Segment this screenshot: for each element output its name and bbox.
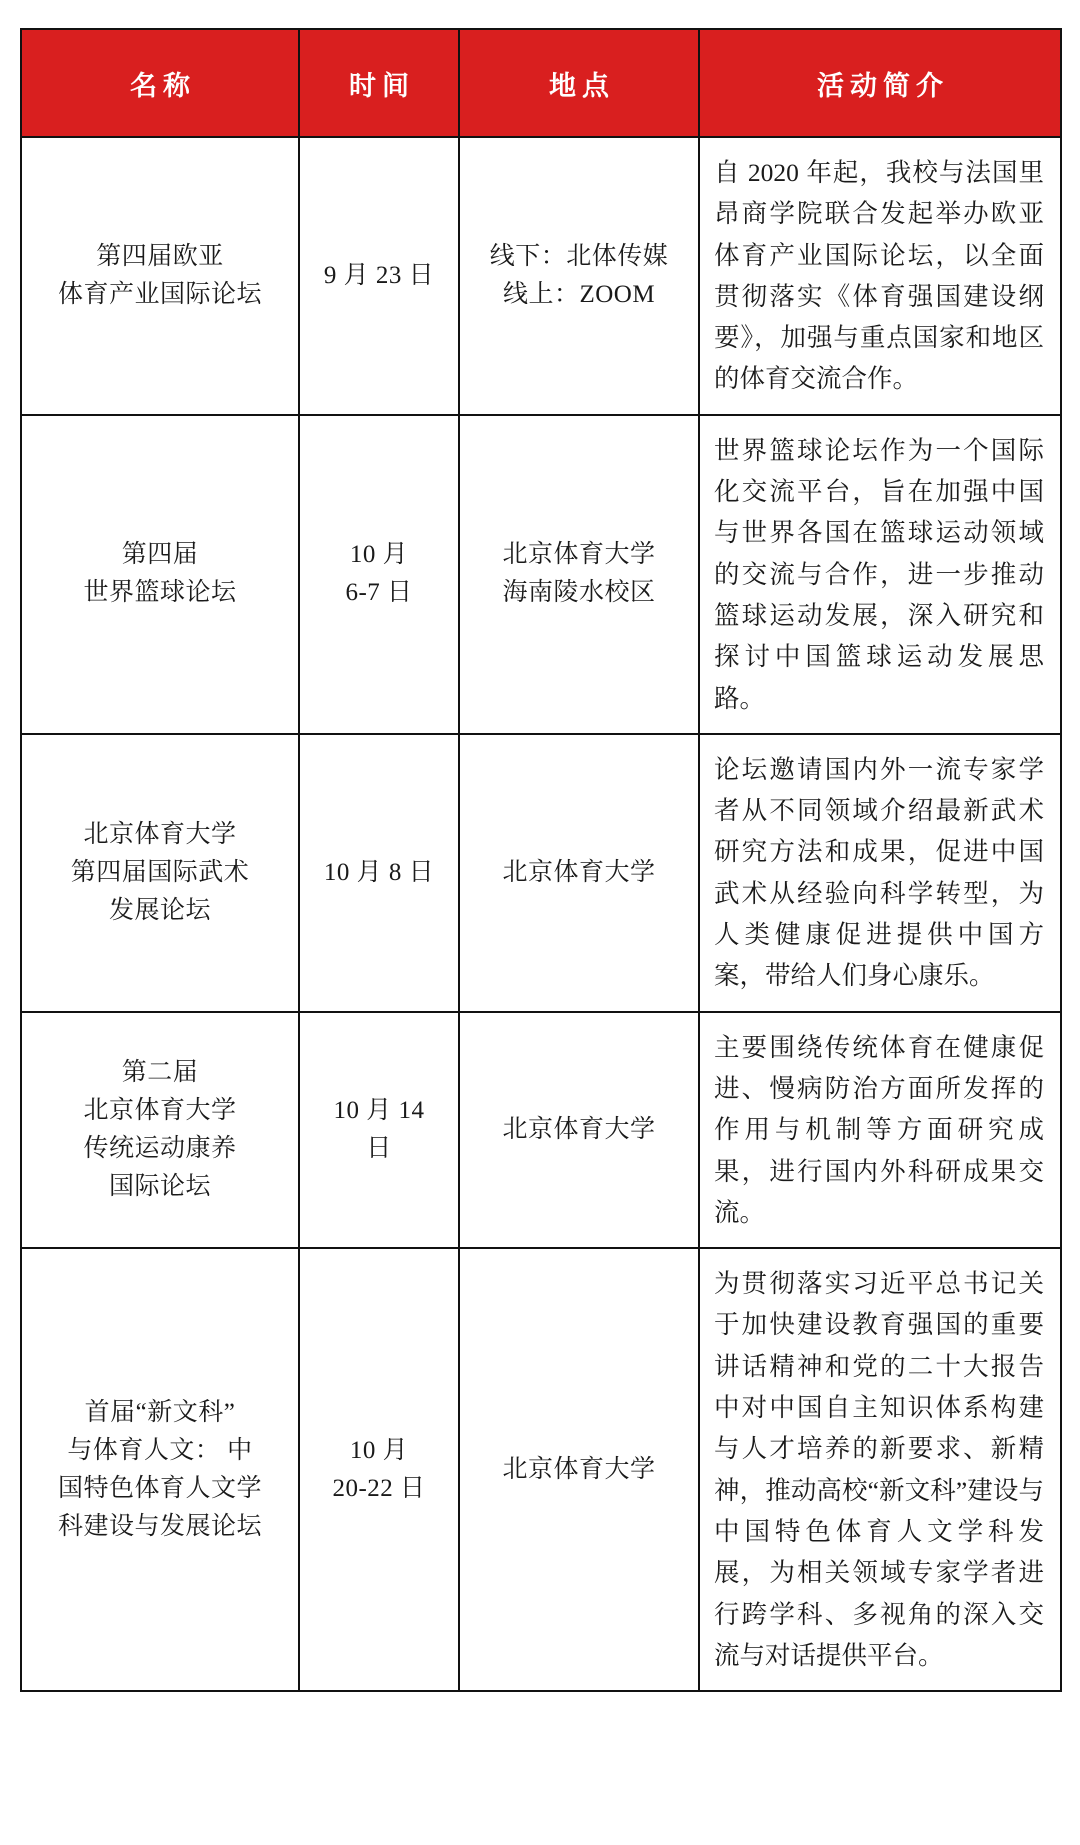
cell-event-name [21,1248,299,1691]
cell-line: 首届“新文科” [84,1398,236,1426]
cell-line: 国特色体育人文学 [57,1474,262,1502]
table-row [21,1248,1061,1691]
cell-event-time [299,734,459,1012]
cell-event-time [299,137,459,415]
cell-event-time [299,1248,459,1691]
cell-event-place [459,1012,699,1248]
table-row [21,137,1061,415]
cell-event-time [299,415,459,734]
cell-line: 线上：ZOOM [502,280,656,308]
cell-event-description: 为贯彻落实习近平总书记关于加快建设教育强国的重要讲话精神和党的二十大报告中对中国自主知识体系构建与人才培养的新要求、新精神，推动高校“新文科”建设与中国特色体育人文学科发展，为相关领域专家学者进行跨学科、多视角的深入交流与对话提供平台。 [699,1248,1061,1691]
cell-line: 科建设与发展论坛 [57,1512,262,1540]
cell-line: 北京体育大学 [502,1455,656,1483]
cell-line: 与体育人文： 中 [67,1436,253,1464]
cell-line: 北京体育大学 [83,1096,237,1124]
table-body [21,137,1061,1691]
cell-event-name [21,734,299,1012]
cell-line: 传统运动康养 [83,1134,237,1162]
table-row [21,734,1061,1012]
table-row [21,415,1061,734]
cell-line: 9 月 23 日 [323,261,435,289]
cell-line: 10 月 8 日 [323,858,435,886]
table-row [21,1012,1061,1248]
cell-line: 6-7 日 [345,579,413,607]
cell-line: 国际论坛 [108,1172,211,1200]
cell-line: 第四届国际武术 [70,858,250,886]
cell-event-place [459,137,699,415]
cell-event-name [21,1012,299,1248]
cell-line: 第二届 [121,1058,199,1086]
table-header [21,29,1061,137]
cell-event-place [459,1248,699,1691]
column-header-name: 名称 [21,29,299,137]
cell-line: 北京体育大学 [502,1115,656,1143]
cell-line: 北京体育大学 [502,858,656,886]
events-schedule-table [20,28,1062,1692]
cell-event-name [21,137,299,415]
cell-event-place [459,734,699,1012]
cell-line: 10 月 14 [333,1096,425,1124]
column-header-time: 时间 [299,29,459,137]
cell-line: 海南陵水校区 [502,579,656,607]
cell-event-description: 世界篮球论坛作为一个国际化交流平台，旨在加强中国与世界各国在篮球运动领域的交流与合作，进一步推动篮球运动发展，深入研究和探讨中国篮球运动发展思路。 [699,415,1061,734]
cell-event-description: 主要围绕传统体育在健康促进、慢病防治方面所发挥的作用与机制等方面研究成果，进行国内外科研成果交流。 [699,1012,1061,1248]
column-header-description: 活动简介 [699,29,1061,137]
cell-line: 世界篮球论坛 [83,579,237,607]
cell-line: 10 月 [349,541,409,569]
cell-event-place [459,415,699,734]
cell-line: 20-22 日 [332,1474,426,1502]
cell-line: 北京体育大学 [83,820,237,848]
column-header-place: 地点 [459,29,699,137]
cell-event-description: 论坛邀请国内外一流专家学者从不同领域介绍最新武术研究方法和成果，促进中国武术从经验向科学转型，为人类健康促进提供中国方案，带给人们身心康乐。 [699,734,1061,1012]
cell-event-description: 自 2020 年起，我校与法国里昂商学院联合发起举办欧亚体育产业国际论坛，以全面贯彻落实《体育强国建设纲要》，加强与重点国家和地区的体育交流合作。 [699,137,1061,415]
cell-event-time [299,1012,459,1248]
cell-line: 日 [366,1134,392,1162]
cell-line: 线下：北体传媒 [489,242,669,270]
cell-event-name [21,415,299,734]
cell-line: 北京体育大学 [502,541,656,569]
cell-line: 发展论坛 [108,896,211,924]
cell-line: 第四届 [121,541,199,569]
cell-line: 10 月 [349,1436,409,1464]
cell-line: 第四届欧亚 [96,242,224,270]
cell-line: 体育产业国际论坛 [57,280,262,308]
table-header-row [21,29,1061,137]
